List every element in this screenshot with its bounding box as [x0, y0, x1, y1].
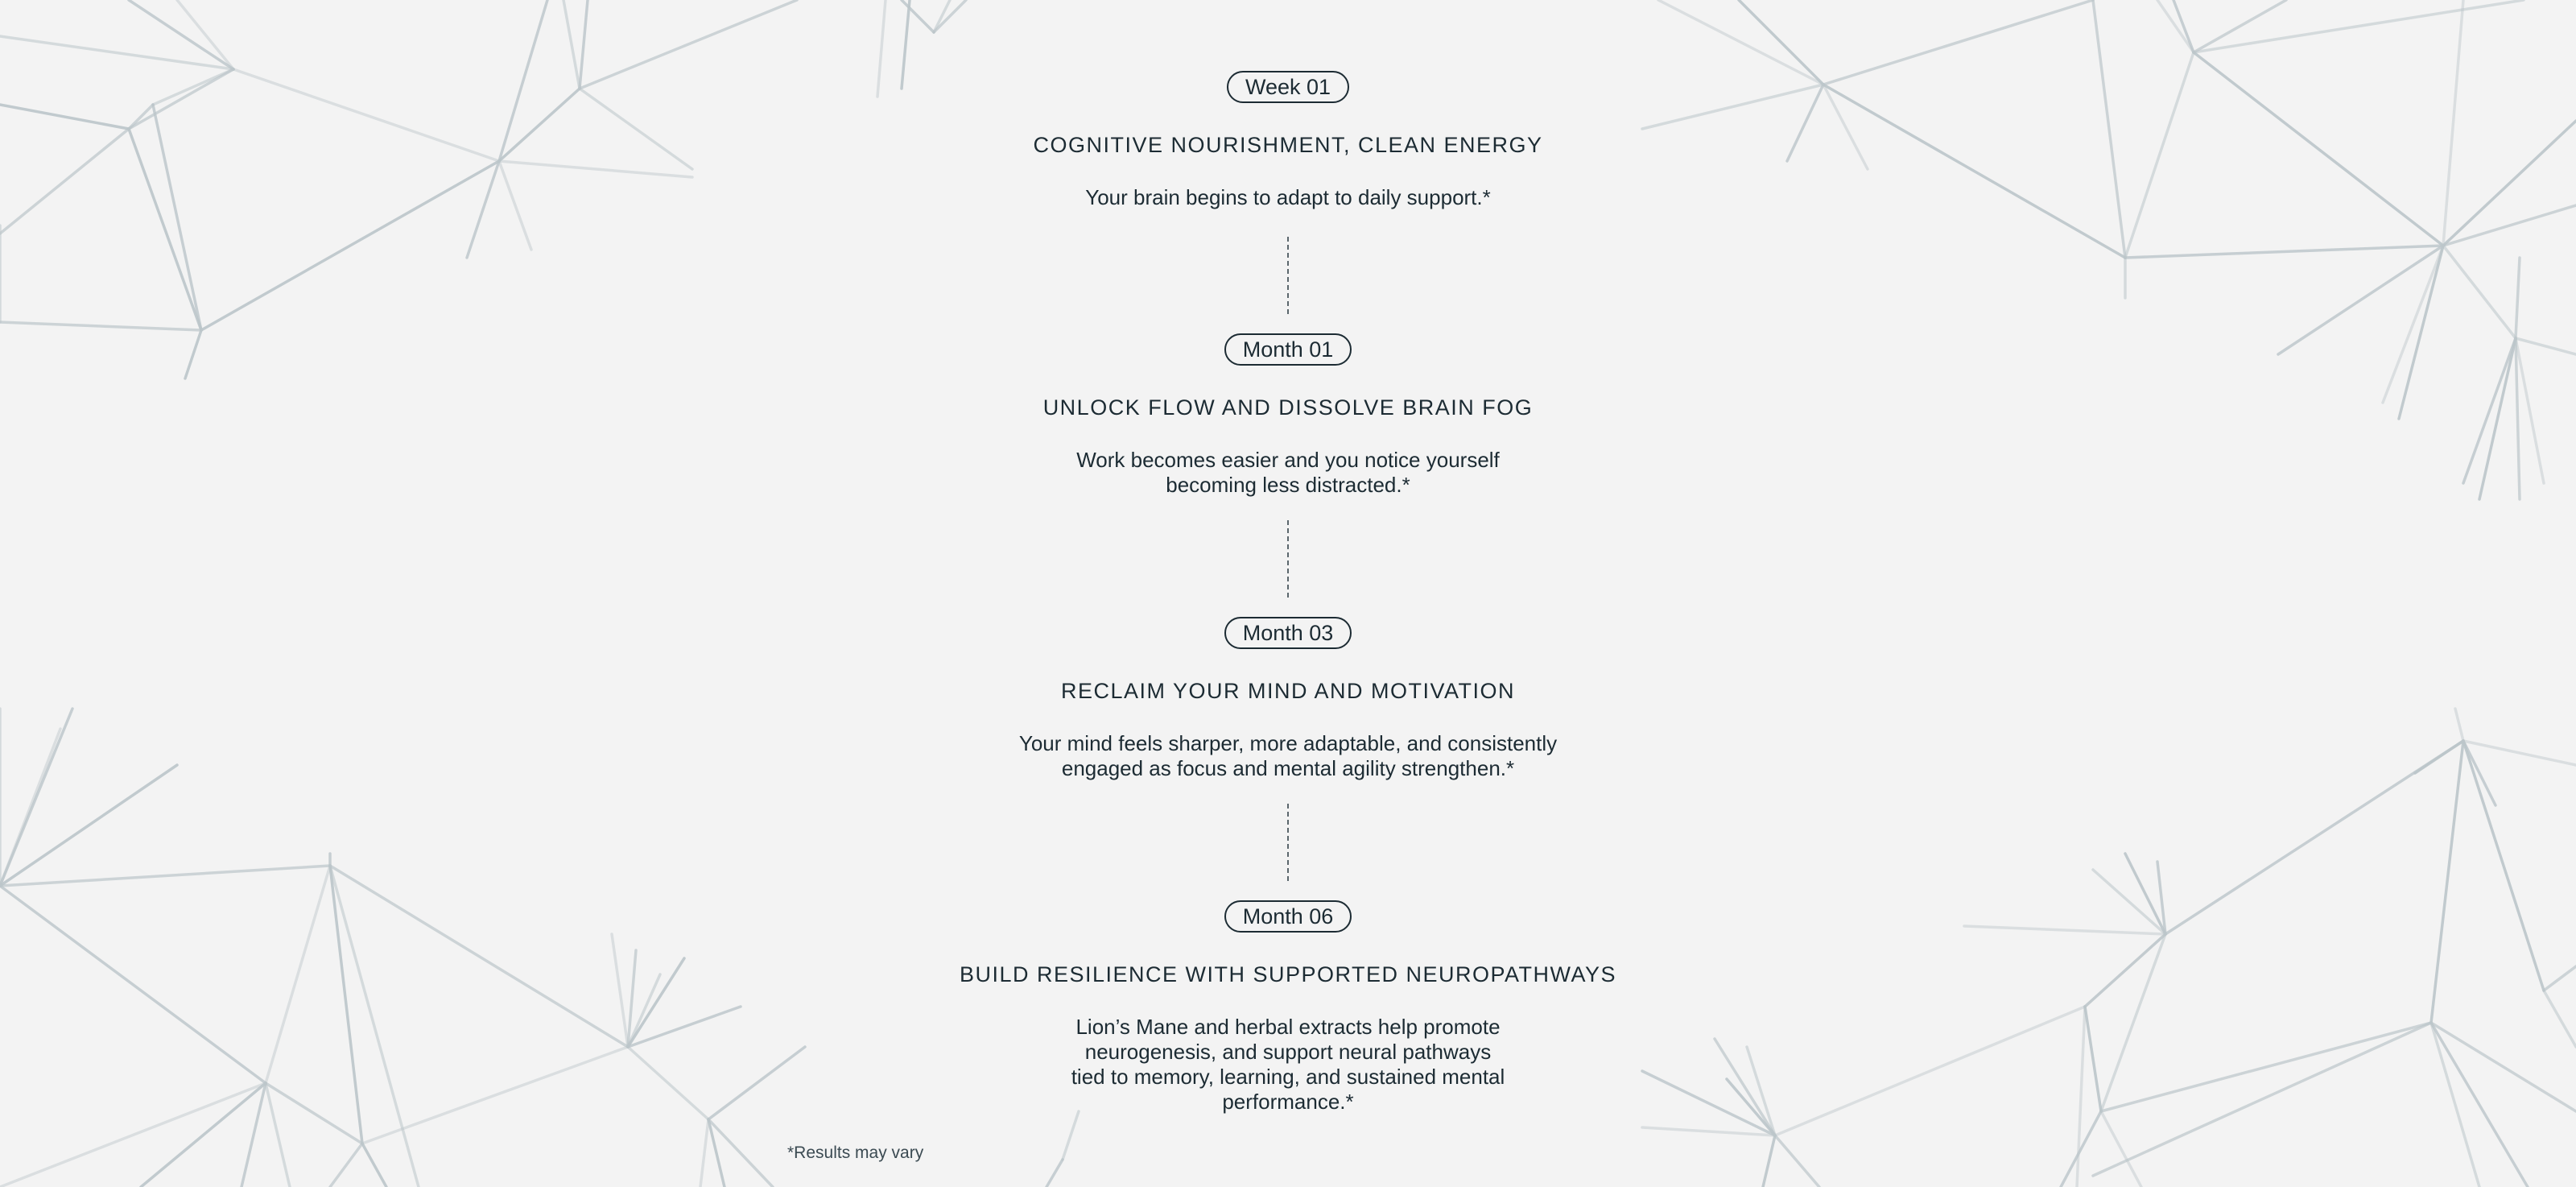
timeline-connector-dashed-line: [1287, 237, 1289, 314]
results-disclaimer: *Results may vary: [787, 1144, 924, 1162]
timeline-step-badge: Week 01: [1227, 71, 1349, 103]
timeline-step-title: UNLOCK FLOW AND DISSOLVE BRAIN FOG: [1042, 395, 1534, 420]
timeline-step-description: Lion’s Mane and herbal extracts help promote neurogenesis, and support neural pathways tied to memory, learning, and sustained mental performance.*: [1071, 1015, 1505, 1114]
timeline-step-title: RECLAIM YOUR MIND AND MOTIVATION: [1060, 679, 1516, 703]
timeline-step-month-03: [0, 617, 2576, 781]
timeline-step-badge: Month 01: [1224, 333, 1352, 366]
timeline-step-month-01: [0, 333, 2576, 498]
timeline-step-month-06: [0, 900, 2576, 1115]
timeline-connector-dashed-line: [1287, 804, 1289, 881]
timeline-step-badge: Month 06: [1224, 900, 1352, 933]
timeline-step-description: Your mind feels sharper, more adaptable, and consistently engaged as focus and mental agility strengthen.*: [1018, 731, 1558, 780]
timeline-step-title: BUILD RESILIENCE WITH SUPPORTED NEUROPATHWAYS: [959, 962, 1617, 986]
timeline-step-description: Your brain begins to adapt to daily support.*: [1085, 185, 1491, 209]
timeline-step-week-01: [0, 71, 2576, 210]
timeline-step-title: COGNITIVE NOURISHMENT, CLEAN ENERGY: [1033, 133, 1543, 157]
timeline-step-badge: Month 03: [1224, 617, 1352, 649]
timeline-connector-dashed-line: [1287, 520, 1289, 598]
timeline-step-description: Work becomes easier and you notice yourself becoming less distracted.*: [1076, 448, 1500, 497]
